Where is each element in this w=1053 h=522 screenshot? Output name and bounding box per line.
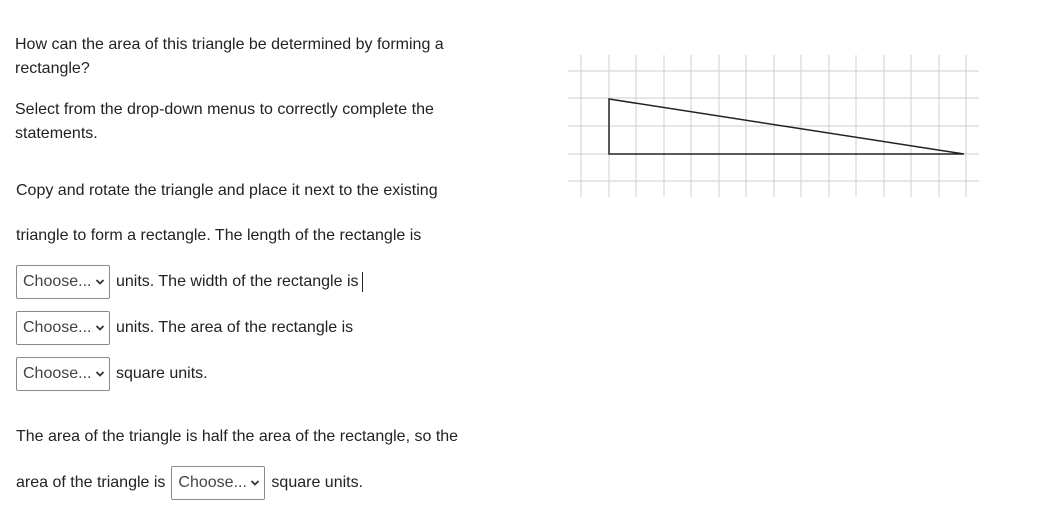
rectangle-area-dropdown[interactable]	[16, 357, 110, 391]
statement-line-7: area of the triangle is	[16, 474, 166, 491]
triangle-area-dropdown-value: Choose...	[178, 474, 247, 491]
statement-line-6: The area of the triangle is half the area of the rectangle, so the	[16, 428, 459, 445]
statement-area-text: units. The area of the rectangle is	[116, 319, 354, 336]
width-row	[16, 311, 353, 345]
statement-width-text: units. The width of the rectangle is	[116, 273, 359, 290]
rectangle-area-dropdown-value: Choose...	[23, 365, 92, 382]
question-instructions: Select from the drop-down menus to correctly complete the statements.	[15, 101, 434, 142]
chevron-down-icon	[250, 478, 260, 488]
text-cursor	[362, 272, 363, 292]
grid-lines	[568, 55, 979, 197]
statement-line-1: Copy and rotate the triangle and place it next to the existing	[16, 182, 438, 199]
statement-line-2: triangle to form a rectangle. The length of the rectangle is	[16, 227, 422, 244]
width-dropdown-value: Choose...	[23, 319, 92, 336]
statement-triangle-units-text: square units.	[271, 474, 364, 491]
chevron-down-icon	[95, 369, 105, 379]
triangle-area-dropdown[interactable]	[171, 466, 265, 500]
length-dropdown[interactable]	[16, 265, 110, 299]
statement-square-units-text: square units.	[116, 365, 208, 382]
triangle-grid-figure	[566, 55, 982, 200]
length-dropdown-value: Choose...	[23, 273, 92, 290]
length-row	[16, 265, 363, 299]
width-dropdown[interactable]	[16, 311, 110, 345]
chevron-down-icon	[95, 323, 105, 333]
rect-area-row	[16, 357, 208, 391]
chevron-down-icon	[95, 277, 105, 287]
triangle-area-row	[16, 466, 363, 500]
question-prompt: How can the area of this triangle be determined by forming a rectangle?	[15, 36, 444, 77]
question-block	[15, 33, 485, 163]
